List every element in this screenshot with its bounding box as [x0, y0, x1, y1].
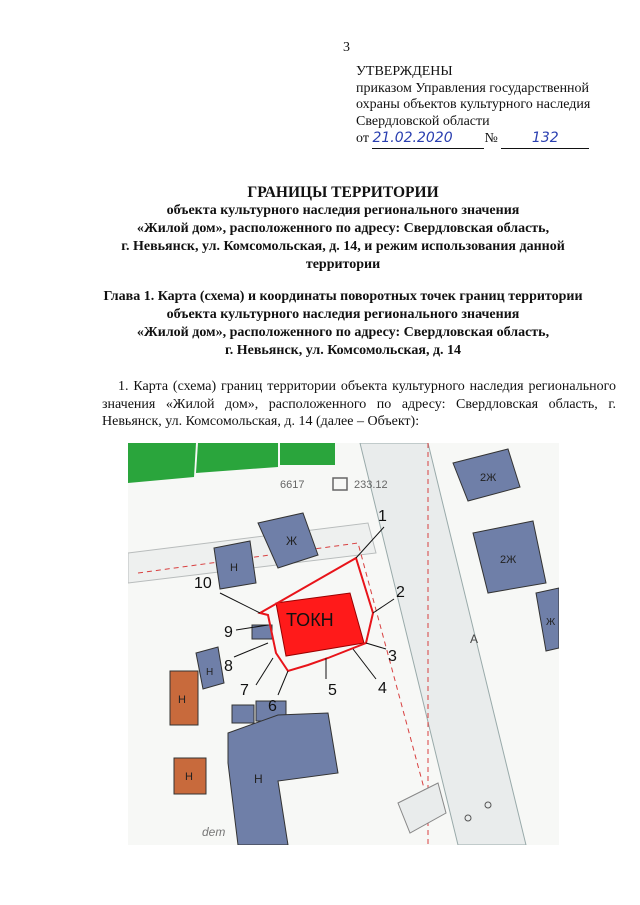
body-paragraph: 1. Карта (схема) границ территории объекта культурного наследия регионального значения «Жилой дом», расположенного по адресу: Свердловская область, г. Невьянск, ул. Комсомольская, д. 14 (далее – Объект): [102, 379, 616, 429]
building-label: Н [178, 694, 186, 706]
title-heading: ГРАНИЦЫ ТЕРРИТОРИИ [247, 184, 439, 201]
document-title [70, 184, 616, 274]
point-label-4: 4 [378, 680, 387, 697]
approval-heading: УТВЕРЖДЕНЫ [356, 64, 453, 79]
point-label-9: 9 [224, 624, 233, 641]
approval-line-3: Свердловской области [356, 113, 490, 129]
point-label-3: 3 [388, 648, 397, 665]
title-line-3: г. Невьянск, ул. Комсомольская, д. 14, и режим использования данной [121, 239, 565, 254]
title-line-1: объекта культурного наследия регионального значения [166, 203, 520, 218]
building-label: Ж [286, 534, 298, 548]
point-label-1: 1 [378, 508, 387, 525]
chapter-line-3: «Жилой дом», расположенного по адресу: Свердловская область, [136, 325, 550, 340]
point-label-2: 2 [396, 584, 405, 601]
number-field [501, 130, 589, 149]
street-label: dem [202, 825, 226, 839]
building-label: Н [185, 771, 193, 783]
date-value: 21.02.2020 [372, 130, 453, 146]
page-number: 3 [343, 40, 350, 55]
road-label: А [470, 632, 479, 646]
building-label: Н [254, 772, 263, 786]
date-prefix: от [356, 131, 369, 146]
boundary-map [128, 443, 559, 845]
point-label-10: 10 [194, 575, 212, 592]
title-line-2: «Жилой дом», расположенного по адресу: Свердловская область, [136, 221, 550, 236]
title-line-4: территории [305, 257, 381, 272]
building-label: Ж [546, 617, 556, 628]
point-label-7: 7 [240, 682, 249, 699]
building-label: Н [230, 562, 238, 574]
approval-date-row [356, 130, 590, 149]
point-label-5: 5 [328, 682, 337, 699]
green-area [280, 443, 335, 465]
approval-block [356, 64, 590, 149]
map-canvas [128, 443, 559, 845]
green-area [128, 443, 196, 483]
approval-line-2: охраны объектов культурного наследия [356, 97, 591, 112]
heritage-object-label: ТОКН [286, 610, 334, 630]
survey-elevation: 233.12 [354, 479, 388, 491]
number-prefix: № [484, 131, 498, 146]
chapter-line-4: г. Невьянск, ул. Комсомольская, д. 14 [224, 343, 462, 358]
approval-line-1: приказом Управления государственной [356, 80, 590, 96]
chapter-line-2: объекта культурного наследия регионального значения [166, 307, 520, 322]
building-label: Н [206, 667, 214, 678]
point-label-6: 6 [268, 698, 277, 715]
building-label: 2Ж [500, 554, 517, 566]
survey-number: 6617 [280, 479, 305, 491]
chapter-line-1: Глава 1. Карта (схема) и координаты поворотных точек границ территории [103, 289, 583, 304]
date-field [372, 130, 484, 149]
building-label: 2Ж [480, 472, 497, 484]
small-building [232, 705, 254, 723]
chapter-heading [70, 288, 616, 360]
number-value: 132 [531, 130, 559, 146]
point-label-8: 8 [224, 658, 233, 675]
